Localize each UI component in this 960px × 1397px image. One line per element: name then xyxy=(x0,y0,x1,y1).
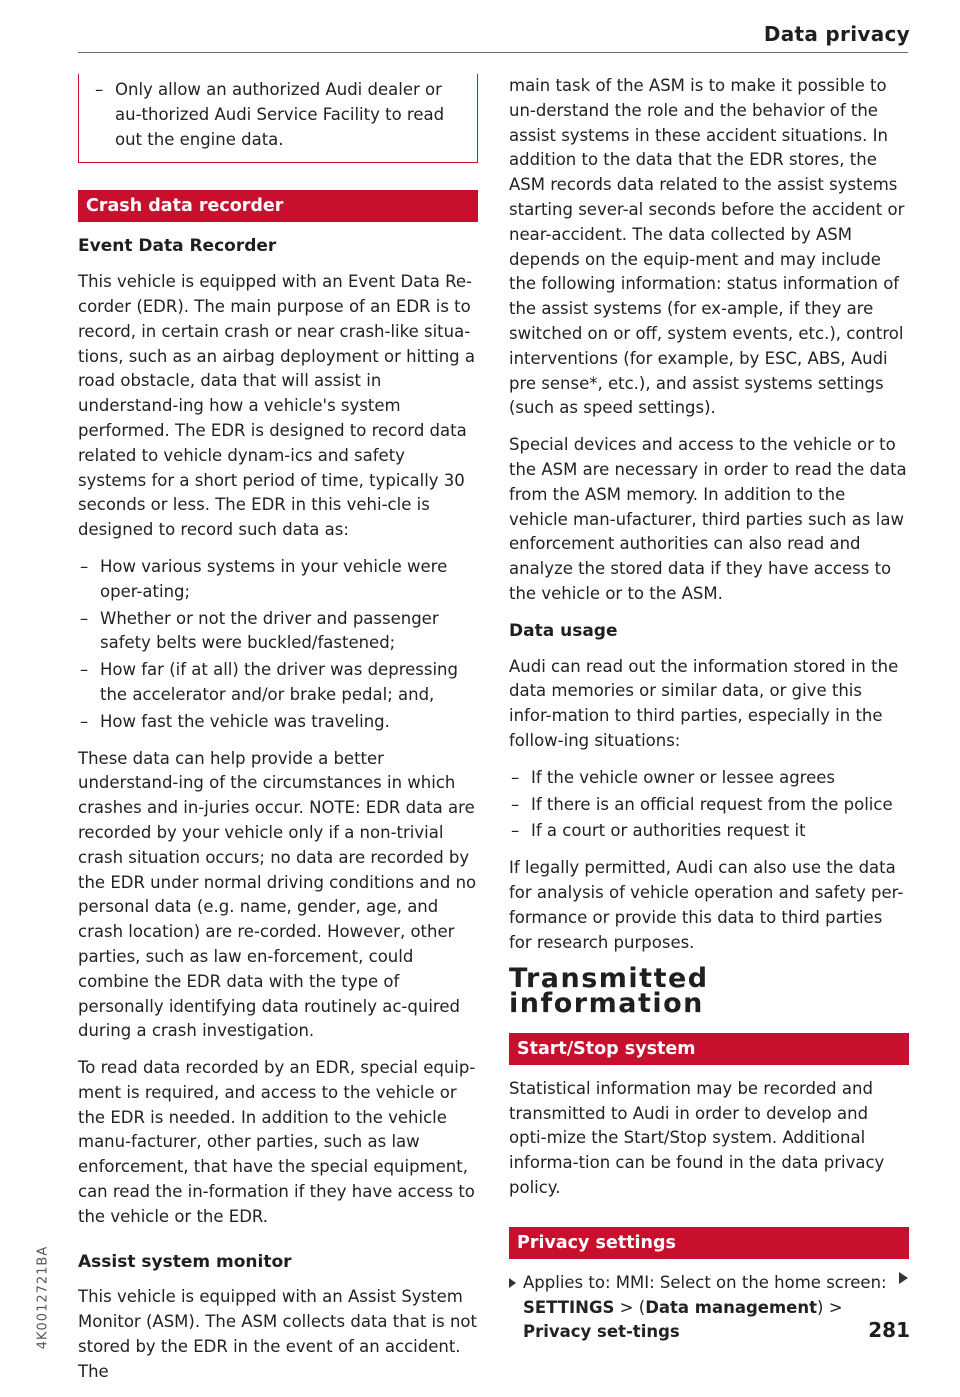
edr-paragraph-2: These data can help provide a better understand-ing of the circumstances in which crashes and in-juries occur. NOTE: EDR data are recorded by your vehicle only if a non-trivial crash situation occurs; no data are recorded by the EDR under normal driving conditions and no personal data (e.g. name, gender, age, and crash location) are re-corded. However, other parties, such as law en-forcement, could combine the EDR data with the type of personally identifying data routinely ac-quired during a crash investigation. xyxy=(78,748,477,1041)
usage-paragraph-2: If legally permitted, Audi can also use the data for analysis of vehicle operation and safety per-formance or provide this data to third parties for research purposes. xyxy=(509,858,904,952)
list-item: – Whether or not the driver and passenger safety belts were buckled/fastened; xyxy=(78,607,478,657)
heading-assist-system-monitor: Assist system monitor xyxy=(78,1251,292,1272)
section-crash-data-recorder: Crash data recorder xyxy=(78,190,478,222)
page-header-title: Data privacy xyxy=(763,22,910,46)
section-privacy-settings: Privacy settings xyxy=(509,1227,909,1259)
applies-to-instruction xyxy=(509,1271,909,1345)
page-number: 281 xyxy=(868,1318,910,1342)
menu-path-separator: ) > xyxy=(817,1297,843,1317)
list-item: – How fast the vehicle was traveling. xyxy=(78,710,478,735)
menu-path-separator: > ( xyxy=(614,1297,646,1317)
asm-paragraph-1: This vehicle is equipped with an Assist System Monitor (ASM). The ASM collects data that is not stored by the EDR in the event of an accident. The xyxy=(78,1287,477,1381)
asm-paragraph-continued: main task of the ASM is to make it possible to un-derstand the role and the behavior of the assist systems in these accident situations. In addition to the data that the EDR stores, the ASM records data related to the assist systems starting sever-al seconds before the accident or near-accident. The data collected by ASM depends on the equip-ment and may include the following information: status information of the assist systems (for ex-ample, if they are switched on or off, system events, etc.), control interventions (for example, by ESC, ABS, Audi pre sense*, etc.), and assist systems settings (such as speed settings). xyxy=(509,76,905,418)
list-item: – If there is an official request from the police xyxy=(509,793,909,818)
header-divider xyxy=(78,52,908,53)
start-stop-paragraph: Statistical information may be recorded and transmitted to Audi in order to develop and opti-mize the Start/Stop system. Additional informa-tion can be found in the data privacy policy. xyxy=(509,1078,885,1198)
list-item: – If a court or authorities request it xyxy=(509,819,909,844)
list-item: – If the vehicle owner or lessee agrees xyxy=(509,766,909,791)
edr-paragraph-1: This vehicle is equipped with an Event Data Re-corder (EDR). The main purpose of an EDR is to record, in certain crash or near crash-like situa-tions, such as an airbag deployment or hitting a road obstacle, data that will assist in understand-ing how a vehicle's system performed. The EDR is designed to record data related to vehicle dynam-ics and safety systems for a short period of time, typically 30 seconds or less. The EDR in this vehi-cle is designed to record such data as: xyxy=(78,272,475,540)
play-arrow-icon xyxy=(509,1278,516,1288)
edr-paragraph-3: To read data recorded by an EDR, special equip-ment is required, and access to the vehicle or the EDR is needed. In addition to the vehicle manu-facturer, other parties, such as law enforcement, that have the special equipment, can read the in-formation if they have access to the vehicle or the EDR. xyxy=(78,1058,476,1226)
heading-transmitted-information: Transmitted information xyxy=(509,963,709,1020)
continue-arrow-icon xyxy=(899,1272,908,1284)
asm-paragraph-2: Special devices and access to the vehicle or to the ASM are necessary in order to read the data from the ASM memory. In addition to the vehicle man-ufacturer, third parties such as law enforcement authorities can also read and analyze the stored data if they have access to the vehicle or to the ASM. xyxy=(509,435,907,603)
section-start-stop-system: Start/Stop system xyxy=(509,1033,909,1065)
usage-paragraph-1: Audi can read out the information stored in the data memories or similar data, or give this infor-mation to third parties, especially in the follow-ing situations: xyxy=(509,656,899,750)
list-item: – How various systems in your vehicle were oper-ating; xyxy=(78,555,478,605)
left-column xyxy=(78,74,478,1397)
menu-path-settings: SETTINGS xyxy=(523,1297,615,1317)
warning-box xyxy=(78,74,478,163)
document-code-text: 4K0012721BA xyxy=(35,1245,51,1350)
heading-event-data-recorder: Event Data Recorder xyxy=(78,236,277,257)
right-column xyxy=(509,74,909,1345)
heading-data-usage: Data usage xyxy=(509,620,618,641)
warning-item: – Only allow an authorized Audi dealer or au-thorized Audi Service Facility to read out the engine data. xyxy=(93,78,463,152)
edr-data-list xyxy=(78,555,478,735)
applies-prefix: Applies to: MMI: Select on the home screen: xyxy=(523,1272,887,1292)
list-item: – How far (if at all) the driver was depressing the accelerator and/or brake pedal; and, xyxy=(78,658,478,708)
menu-path-privacy-settings: Privacy set-tings xyxy=(523,1322,680,1342)
document-code xyxy=(36,1240,50,1360)
usage-conditions-list xyxy=(509,766,909,844)
menu-path-data-management: Data management xyxy=(645,1297,818,1317)
